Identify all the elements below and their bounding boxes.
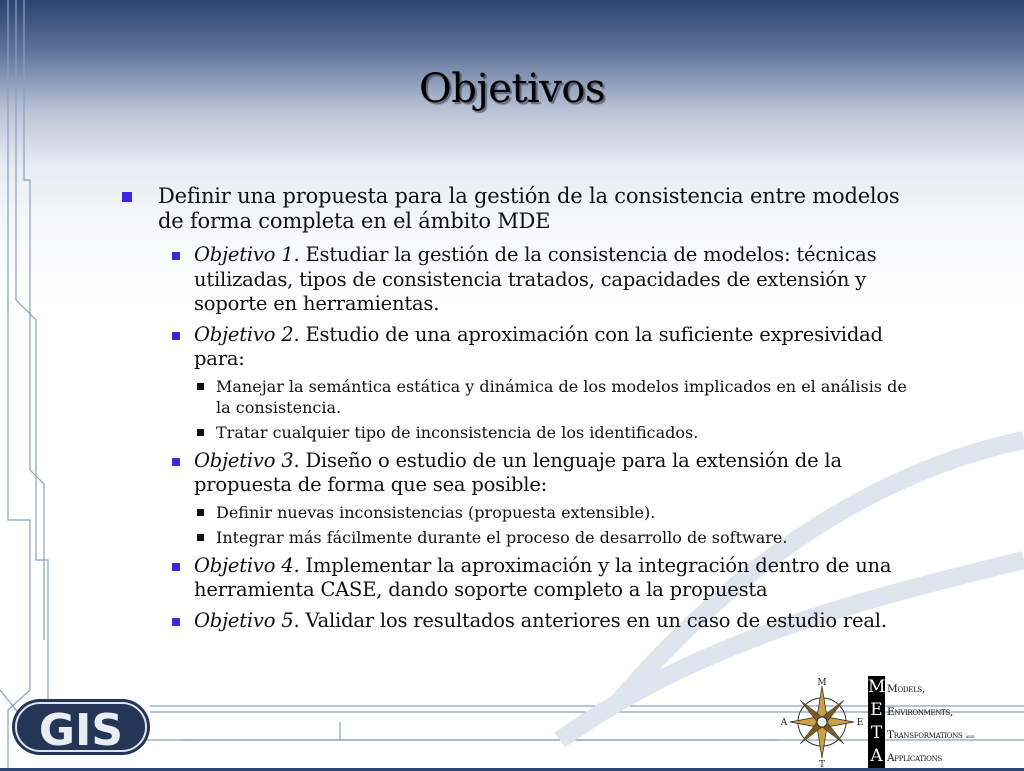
meta-letter: A <box>870 746 883 766</box>
sub-item-text: Definir nuevas inconsistencias (propuesta extensible). <box>216 502 656 522</box>
sub-item <box>194 527 918 548</box>
objective-item-2 <box>163 323 918 372</box>
sub-item <box>194 502 918 523</box>
objective-item-3 <box>163 449 918 498</box>
compass-rose-icon <box>776 676 868 768</box>
meta-word: Applications <box>887 752 942 764</box>
sub-item <box>194 376 918 418</box>
meta-letter: E <box>870 700 883 720</box>
objective-text: . Implementar la aproximación y la integración dentro de una herramienta CASE, dando soporte completo a la propuesta <box>194 553 892 601</box>
square-bullet-icon <box>172 563 180 571</box>
objective-text: . Validar los resultados anteriores en un caso de estudio real. <box>293 608 887 632</box>
svg-text:A: A <box>780 718 788 728</box>
objective-label: Objetivo 3 <box>194 448 294 472</box>
svg-text:E: E <box>856 718 864 728</box>
main-point-item <box>118 184 918 234</box>
meta-letter: T <box>870 723 883 743</box>
square-bullet-icon <box>172 618 180 626</box>
meta-logo-letters <box>868 676 885 768</box>
objective-label: Objetivo 5 <box>194 608 294 632</box>
square-bullet-icon <box>172 332 180 340</box>
sub-item-text: Tratar cualquier tipo de inconsistencia de los identificados. <box>216 422 699 442</box>
objective-item-4 <box>163 554 918 603</box>
objectives-list <box>118 184 918 633</box>
objective-label: Objetivo 1 <box>194 243 294 266</box>
meta-logo-words <box>887 676 1022 768</box>
square-bullet-icon <box>172 252 180 260</box>
meta-and-text: and <box>965 733 975 740</box>
meta-letter: M <box>868 677 886 697</box>
objective-item-5 <box>163 609 918 634</box>
objective-label: Objetivo 4 <box>194 553 294 577</box>
objective-label: Objetivo 2 <box>194 322 294 346</box>
sub-item-text: Manejar la semántica estática y dinámica de los modelos implicados en el análisis de la consistencia. <box>216 376 907 417</box>
square-bullet-icon <box>197 429 204 436</box>
meta-word: Models, <box>887 683 925 695</box>
square-bullet-icon <box>122 192 132 202</box>
sub-item <box>194 422 918 443</box>
slide-title: Objetivos <box>418 66 606 112</box>
objective-item-1 <box>163 243 918 317</box>
gis-logo-text: GIS <box>38 705 124 756</box>
square-bullet-icon <box>172 458 180 466</box>
gis-logo <box>10 694 152 760</box>
meta-word: Transformations and <box>887 729 975 741</box>
sub-item-text: Integrar más fácilmente durante el proceso de desarrollo de software. <box>216 527 788 547</box>
svg-text:M: M <box>817 678 827 688</box>
objective-text: . Estudiar la gestión de la consistencia de modelos: técnicas utilizadas, tipos de consistencia tratados, capacidades de extensión y soporte en herramientas. <box>194 243 877 315</box>
objective-text: . Estudio de una aproximación con la suficiente expresividad para: <box>194 322 883 370</box>
meta-word: Environments, <box>887 706 954 718</box>
svg-text:T: T <box>818 760 826 768</box>
square-bullet-icon <box>197 509 204 516</box>
square-bullet-icon <box>197 383 204 390</box>
square-bullet-icon <box>197 534 204 541</box>
main-point-text: Definir una propuesta para la gestión de la consistencia entre modelos de forma completa en el ámbito MDE <box>158 184 900 233</box>
objective-text: . Diseño o estudio de un lenguaje para la extensión de la propuesta de forma que sea posible: <box>194 448 842 496</box>
